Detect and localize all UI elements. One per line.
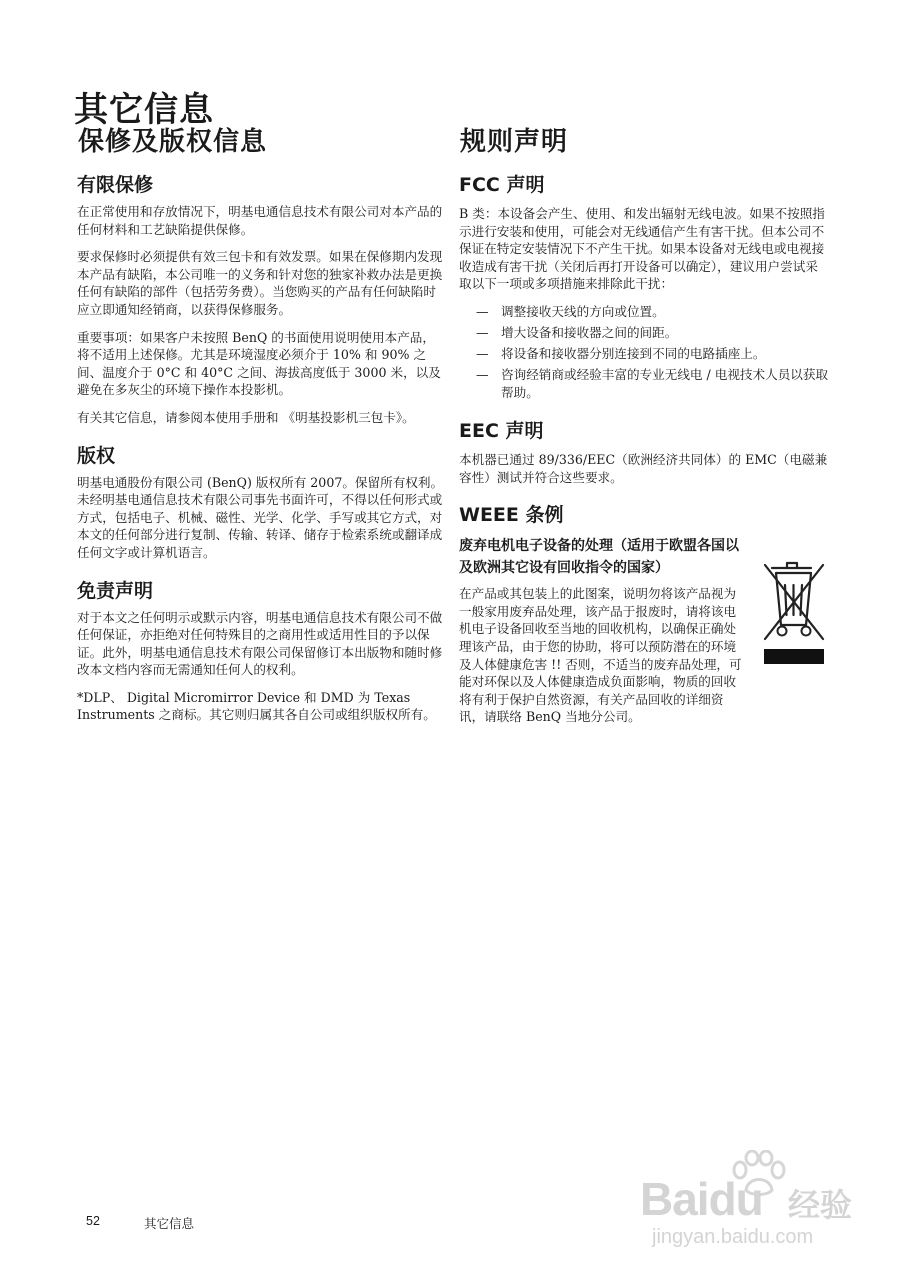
dash-bullet: — xyxy=(476,366,489,382)
heading-weee: WEEE 条例 xyxy=(459,504,564,527)
heading-disclaimer: 免责声明 xyxy=(77,579,154,602)
warranty-paragraph-3: 重要事项：如果客户未按照 BenQ 的书面使用说明使用本产品，将不适用上述保修。尤其是环境湿度必须介于 10% 和 90% 之间、温度介于 0°C 和 40°C 之间、海拔高度低于 3000 米，以及避免在多灰尘的环境下操作本投影机。 xyxy=(77,329,441,398)
weee-paragraph: 在产品或其包装上的此图案，说明勿将该产品视为一般家用废弃品处理，该产品于报废时，请将该电机电子设备回收至当地的回收机构，以确保正确处理该产品，由于您的协助，将可以预防潜在的环境及人体健康危害 !! 否则，不适当的废弃品处理，可能对环保以及人体健康造成负面影响，物质的回收将有利于保护自然资源，有关产品回收的详细资讯，请联络 BenQ 当地分公司。 xyxy=(459,586,742,725)
heading-copyright: 版权 xyxy=(77,444,116,467)
dash-bullet: — xyxy=(476,345,489,361)
list-item: — 咨询经销商或经验丰富的专业无线电 / 电视技术人员以获取帮助。 xyxy=(476,366,829,400)
list-item: — 调整接收天线的方向或位置。 xyxy=(476,303,665,319)
dash-bullet: — xyxy=(476,303,489,319)
baidu-watermark xyxy=(640,1150,890,1260)
footer-label: 其它信息 xyxy=(144,1217,195,1231)
page-title: 其它信息 xyxy=(74,90,214,130)
trademark-note: *DLP、 Digital Micromirror Device 和 DMD 为 Texas Instruments 之商标。其它则归属其各自公司或组织版权所有。 xyxy=(77,689,436,723)
watermark-brand: Baidu xyxy=(640,1173,763,1225)
warranty-paragraph-1: 在正常使用和存放情况下，明基电通信息技术有限公司对本产品的任何材料和工艺缺陷提供保修。 xyxy=(77,204,443,237)
heading-limited-warranty: 有限保修 xyxy=(77,174,154,196)
crossed-out-wheelie-bin-icon xyxy=(759,555,829,667)
list-item: — 将设备和接收器分别连接到不同的电路插座上。 xyxy=(476,345,766,361)
eec-paragraph: 本机器已通过 89/336/EEC（欧洲经济共同体）的 EMC（电磁兼容性）测试并符合这些要求。 xyxy=(459,451,828,485)
section-title-warranty-copyright: 保修及版权信息 xyxy=(78,127,268,157)
page-number: 52 xyxy=(86,1214,100,1228)
weee-text-block xyxy=(459,535,744,726)
weee-subheading: 废弃电机电子设备的处理（适用于欧盟各国以及欧洲其它设有回收指令的国家） xyxy=(459,538,739,577)
list-item: — 增大设备和接收器之间的间距。 xyxy=(476,324,678,340)
warranty-paragraph-2: 要求保修时必须提供有效三包卡和有效发票。如果在保修期内发现本产品有缺陷，本公司唯一的义务和针对您的独家补救办法是更换任何有缺陷的部件（包括劳务费）。当您购买的产品有任何缺陷时应立即通知经销商，以获得保修服务。 xyxy=(77,249,443,317)
disclaimer-paragraph: 对于本文之任何明示或默示内容，明基电通信息技术有限公司不做任何保证，亦拒绝对任何特殊目的之商用性或适用性目的予以保证。此外，明基电通信息技术有限公司保留修订本出版物和随时修改本文档内容而无需通知任何人的权利。 xyxy=(77,609,443,678)
fcc-paragraph: B 类：本设备会产生、使用、和发出辐射无线电波。如果不按照指示进行安装和使用，可能会对无线通信产生有害干扰。但本公司不保证在特定安装情况下不产生干扰。如果本设备对无线电或电视接收造成有害干扰（关闭后再打开设备可以确定），建议用户尝试采取以下一项或多项措施来排除此干扰： xyxy=(459,206,825,292)
warranty-paragraph-4: 有关其它信息，请参阅本使用手册和 《明基投影机三包卡》。 xyxy=(77,409,415,425)
section-title-regulatory: 规则声明 xyxy=(460,127,569,157)
watermark-brand-cn: 经验 xyxy=(788,1187,853,1223)
dash-bullet: — xyxy=(476,324,489,340)
watermark-url: jingyan.baidu.com xyxy=(652,1226,814,1248)
heading-eec-statement: EEC 声明 xyxy=(459,419,544,442)
heading-fcc-statement: FCC 声明 xyxy=(459,174,545,196)
left-column xyxy=(77,170,445,724)
fcc-measures-list xyxy=(459,303,829,402)
copyright-paragraph: 明基电通股份有限公司 (BenQ) 版权所有 2007。保留所有权利。未经明基电通信息技术有限公司事先书面许可，不得以任何形式或方式，包括电子、机械、磁性、光学、化学、手写或其它方式，对本文的任何部分进行复制、传输、转译、储存于检索系统或翻译成任何文字或计算机语言。 xyxy=(77,474,444,560)
